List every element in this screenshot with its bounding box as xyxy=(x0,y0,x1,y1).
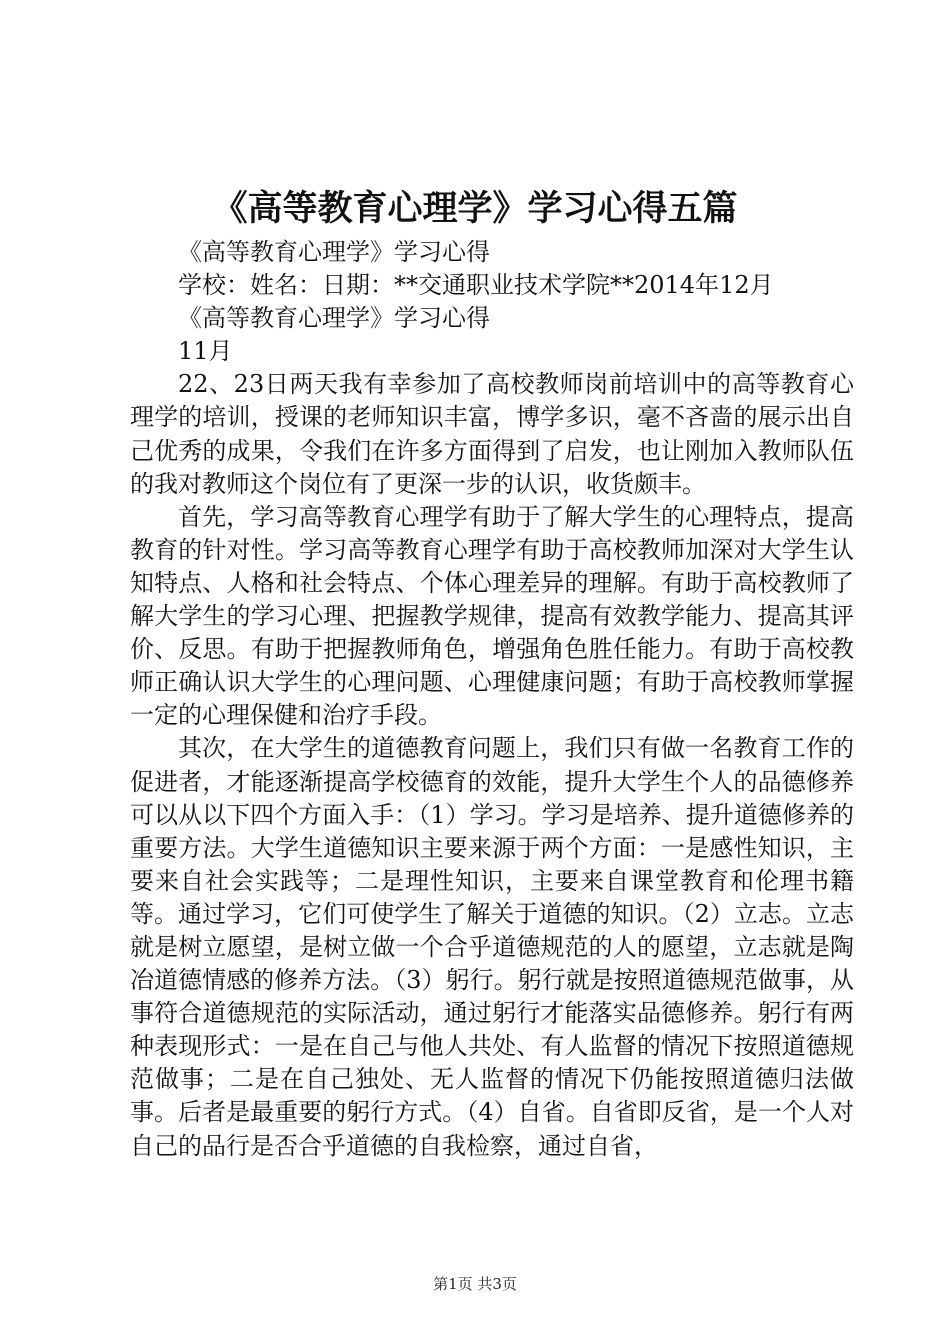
document-title: 《高等教育心理学》学习心得五篇 xyxy=(212,188,738,229)
header-line-subtitle-repeat: 《高等教育心理学》学习心得 xyxy=(178,304,490,333)
header-line-info: 学校：姓名：日期：**交通职业技术学院**2014年12月 xyxy=(178,271,774,300)
header-line-subtitle: 《高等教育心理学》学习心得 xyxy=(178,238,490,266)
header-line-month: 11月 xyxy=(178,337,233,366)
paragraph-intro: 22、23日两天我有幸参加了高校教师岗前培训中的高等教育心理学的培训，授课的老师知识丰富，博学多识，毫不吝啬的展示出自己优秀的成果，令我们在许多方面得到了启发，也让刚加入教师队伍的我对教师这个岗位有了更深一步的认识，收货颇丰。 xyxy=(130,370,854,498)
paragraph-second: 其次，在大学生的道德教育问题上，我们只有做一名教育工作的促进者，才能逐渐提高学校德育的效能，提升大学生个人的品德修养可以从以下四个方面入手：（1）学习。学习是培养、提升道德修养的重要方法。大学生道德知识主要来源于两个方面：一是感性知识，主要来自社会实践等；二是理性知识，主要来自课堂教育和伦理书籍等。通过学习，它们可使学生了解关于道德的知识。（2）立志。立志就是树立愿望，是树立做一个合乎道德规范的人的愿望，立志就是陶冶道德情感的修养方法。（3）躬行。躬行就是按照道德规范做事，从事符合道德规范的实际活动，通过躬行才能落实品德修养。躬行有两种表现形式：一是在自己与他人共处、有人监督的情况下按照道德规范做事；二是在自己独处、无人监督的情况下仍能按照道德归法做事。后者是最重要的躬行方式。（4）自省。自省即反省，是一个人对自己的品行是否合乎道德的自我检察，通过自省， xyxy=(130,734,854,1160)
paragraph-first: 首先，学习高等教育心理学有助于了解大学生的心理特点，提高教育的针对性。学习高等教育心理学有助于高校教师加深对大学生认知特点、人格和社会特点、个体心理差异的理解。有助于高校教师了解大学生的学习心理、把握教学规律，提高有效教学能力、提高其评价、反思。有助于把握教师角色，增强角色胜任能力。有助于高校教师正确认识大学生的心理问题、心理健康问题；有助于高校教师掌握一定的心理保健和治疗手段。 xyxy=(130,502,854,730)
document-body xyxy=(130,236,854,1163)
page-footer: 第1页 共3页 xyxy=(433,1275,517,1293)
